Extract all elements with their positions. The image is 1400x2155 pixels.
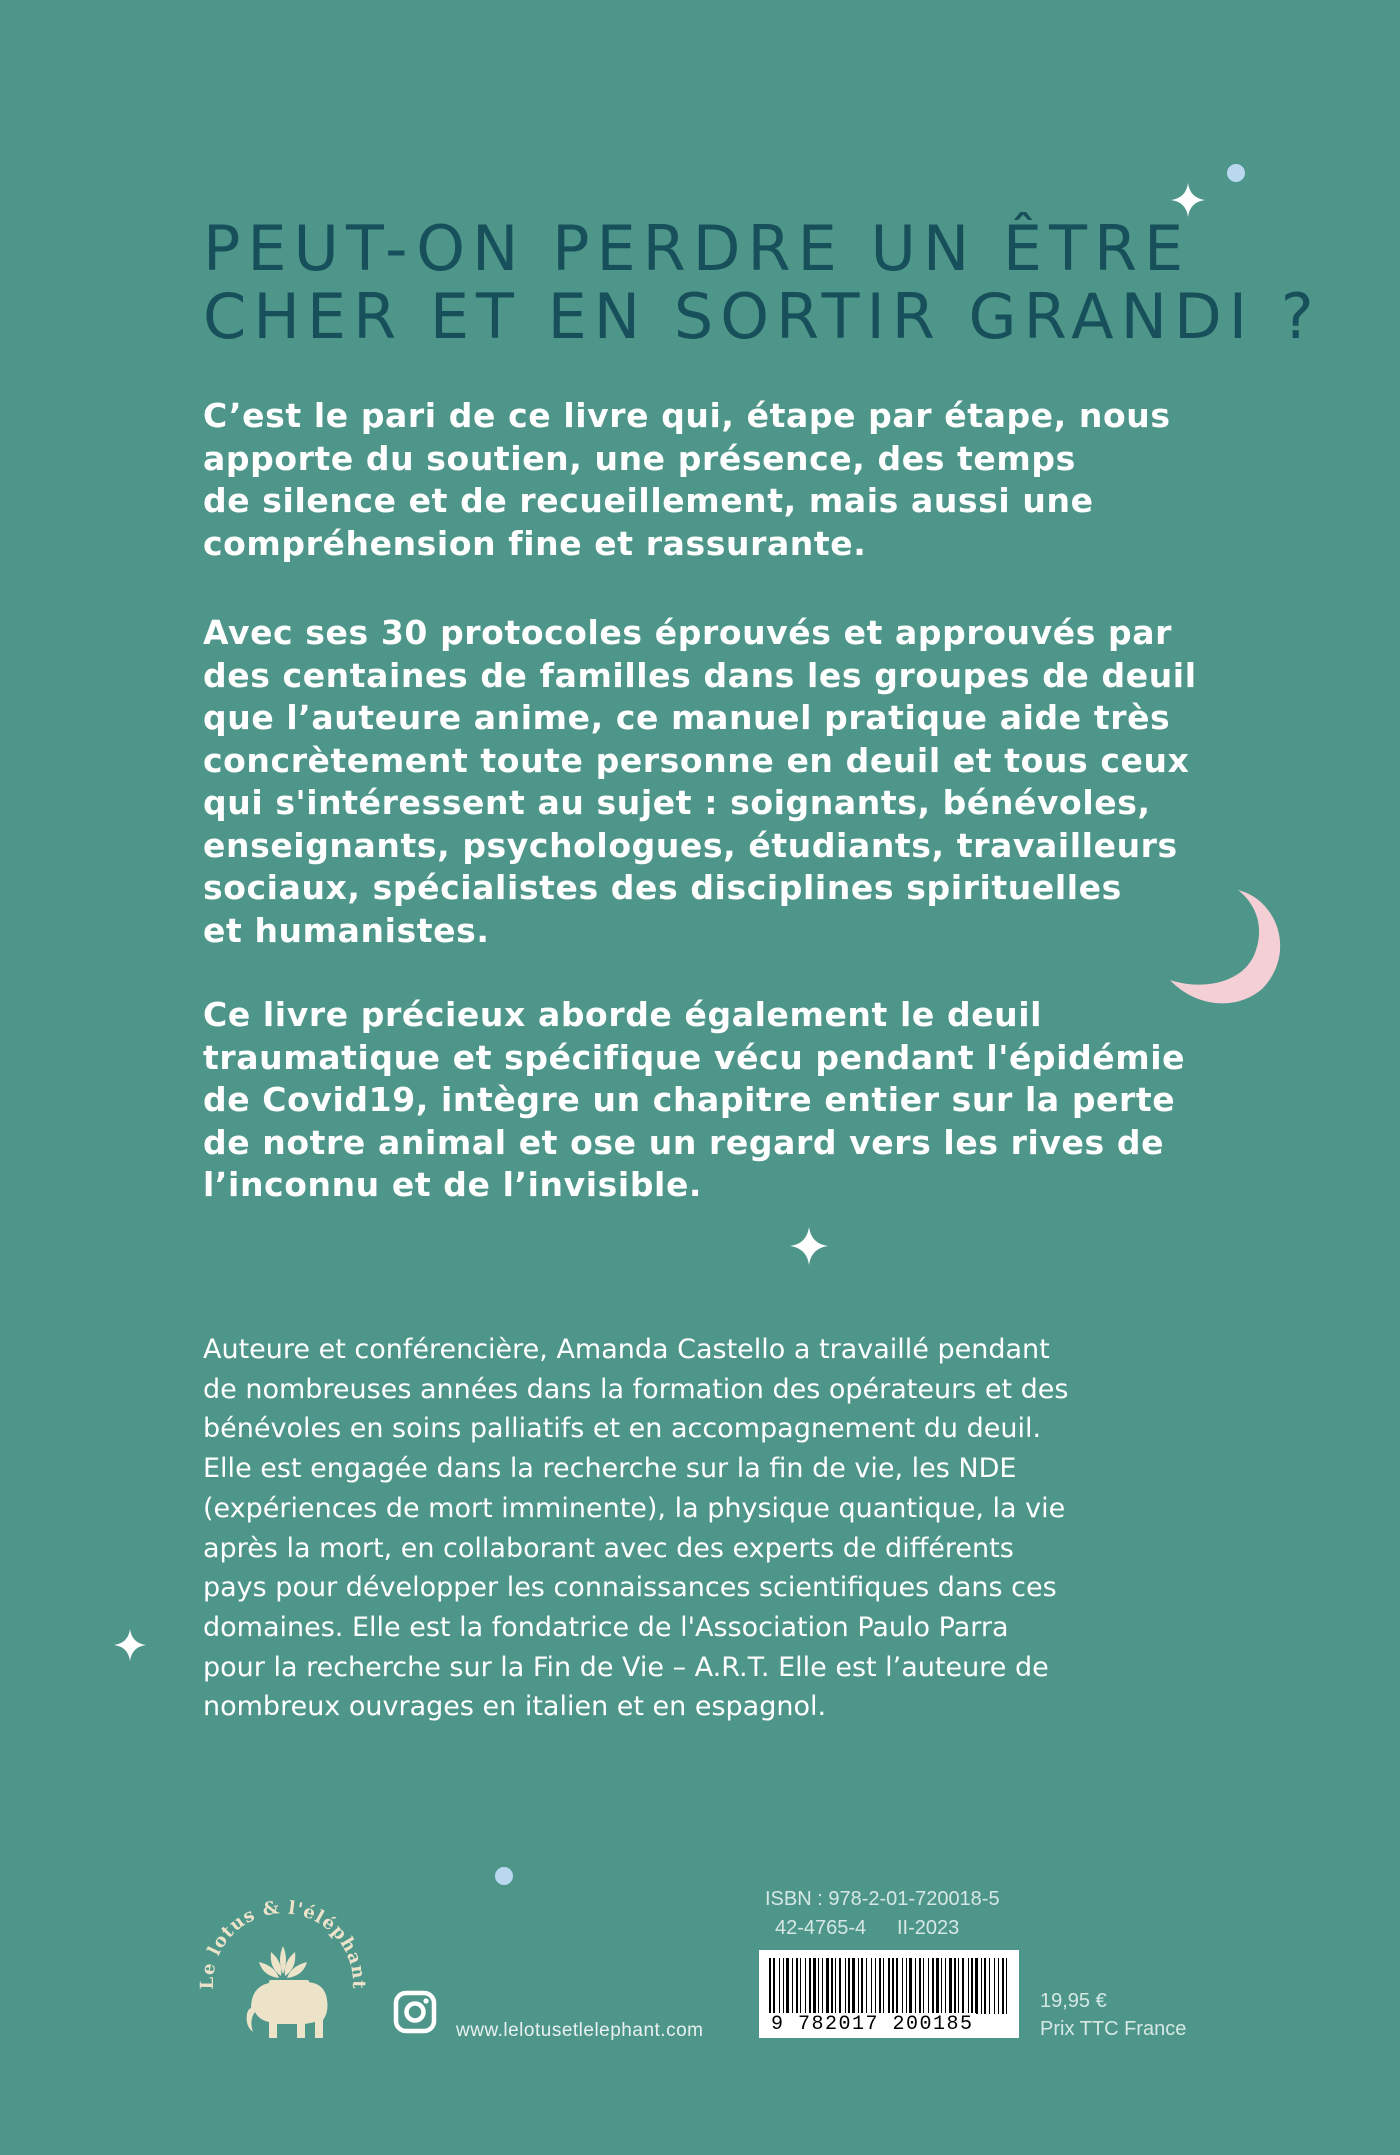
svg-text:Le lotus & l'éléphant (197, 1897, 369, 1990)
intro-paragraph (203, 395, 1203, 565)
headline-line: PEUT-ON PERDRE UN ÊTRE (203, 212, 1191, 285)
text-line: concrètement toute personne en deuil et tous ceux (203, 740, 1190, 780)
author-bio (203, 1330, 1203, 1727)
bio-line: pays pour développer les connaissances scientifiques dans ces (203, 1572, 1057, 1604)
publisher-logo-text: Le lotus & l'éléphant (196, 1897, 370, 1990)
star-left-icon (114, 1629, 146, 1661)
bio-line: de nombreuses années dans la formation des opérateurs et des (203, 1373, 1069, 1405)
elephant-icon (247, 1980, 328, 2038)
product-code: 42-4765-4 (775, 1917, 867, 1939)
text-line: qui s'intéressent au sujet : soignants, bénévoles, (203, 783, 1151, 822)
bio-line: bénévoles en soins palliatifs et en accompagnement du deuil. (203, 1413, 1042, 1445)
text-line: sociaux, spécialistes des disciplines spirituelles (203, 868, 1122, 907)
text-line: de silence et de recueillement, mais aussi une (203, 481, 1094, 520)
text-line: compréhension fine et rassurante. (203, 523, 867, 563)
isbn-text: ISBN : 978-2-01-720018-5 (765, 1888, 1000, 1910)
text-line: Avec ses 30 protocoles éprouvés et approuvés par (203, 613, 1172, 652)
barcode-digits: 9 782017 200185 (771, 2013, 974, 2036)
text-line: enseignants, psychologues, étudiants, travailleurs (203, 825, 1178, 865)
bio-line: (expériences de mort imminente), la physique quantique, la vie (203, 1492, 1066, 1524)
text-line: C’est le pari de ce livre qui, étape par étape, nous (203, 396, 1171, 435)
bio-line: Elle est engagée dans la recherche sur la fin de vie, les NDE (203, 1453, 1017, 1485)
barcode (759, 1950, 1019, 2038)
publisher-logo (193, 1888, 373, 2068)
text-line: des centaines de familles dans les groupes de deuil (203, 655, 1197, 695)
star-middle-icon (790, 1227, 828, 1265)
protocols-paragraph (203, 612, 1203, 952)
dot-bottom-icon (494, 1866, 514, 1886)
text-line: que l’auteure anime, ce manuel pratique aide très (203, 698, 1171, 737)
price-note: Prix TTC France (1040, 2018, 1187, 2040)
bio-line: Auteure et conférencière, Amanda Castello a travaillé pendant (203, 1334, 1050, 1365)
headline (203, 212, 1321, 353)
text-line: de Covid19, intègre un chapitre entier sur la perte (203, 1080, 1176, 1119)
text-line: de notre animal et ose un regard vers les rives de (203, 1122, 1165, 1162)
bio-line: nombreux ouvrages en italien et en espagnol. (203, 1691, 827, 1723)
bio-line: après la mort, en collaborant avec des experts de différents (203, 1532, 1014, 1564)
bio-line: pour la recherche sur la Fin de Vie – A.R.T. Elle est l’auteure de (203, 1651, 1049, 1683)
lotus-icon (259, 1946, 307, 1978)
headline-line: CHER ET EN SORTIR GRANDI ? (203, 280, 1321, 353)
dot-top-right-icon (1226, 163, 1246, 183)
text-line: l’inconnu et de l’invisible. (203, 1165, 703, 1204)
price: 19,95 € (1040, 1990, 1107, 2012)
text-line: Ce livre précieux aborde également le deuil (203, 995, 1043, 1034)
instagram-icon[interactable] (393, 1990, 437, 2034)
text-line: apporte du soutien, une présence, des temps (203, 438, 1076, 478)
bio-line: domaines. Elle est la fondatrice de l'Association Paulo Parra (203, 1611, 1009, 1643)
publisher-website-link[interactable]: www.lelotusetlelephant.com (456, 2020, 704, 2041)
covid-paragraph (203, 994, 1203, 1207)
edition-code: II-2023 (897, 1917, 960, 1939)
text-line: et humanistes. (203, 910, 490, 950)
text-line: traumatique et spécifique vécu pendant l'épidémie (203, 1037, 1186, 1077)
